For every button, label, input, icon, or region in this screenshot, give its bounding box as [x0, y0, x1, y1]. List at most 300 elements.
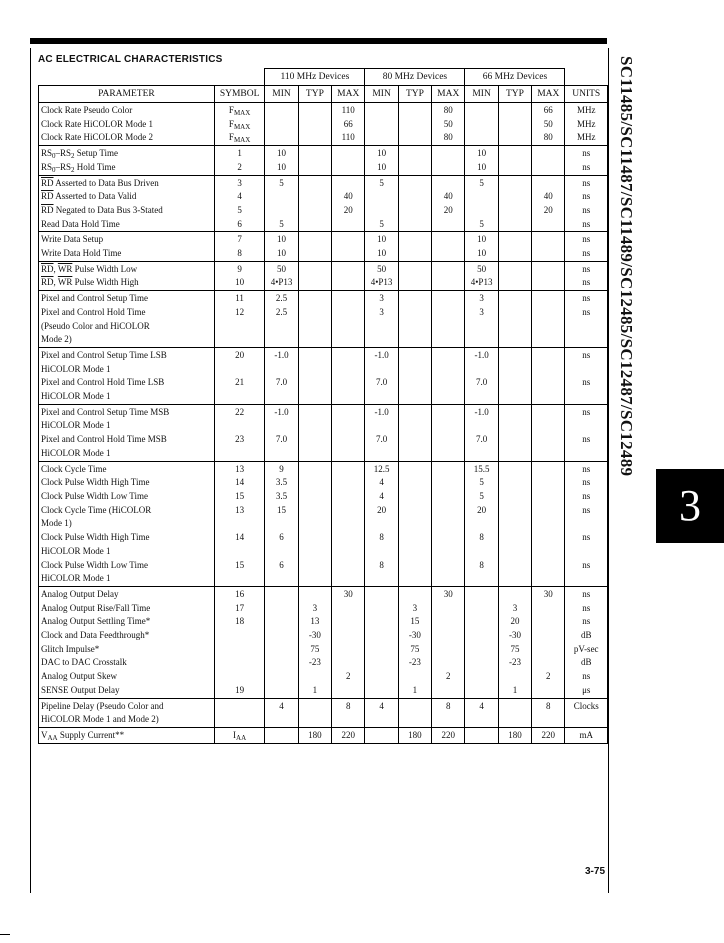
typ-110-cell: [298, 504, 331, 518]
typ-110-cell: [298, 376, 331, 390]
typ-66-cell: [498, 218, 531, 232]
max-80-cell: [432, 146, 465, 161]
typ-66-cell: [498, 306, 531, 320]
min-66-cell: [465, 545, 498, 559]
min-66-cell: 10: [465, 146, 498, 161]
typ-110-cell: [298, 146, 331, 161]
units-cell: ns: [565, 190, 608, 204]
typ-110-cell: [298, 404, 331, 419]
min-110-cell: 3.5: [265, 490, 298, 504]
typ-110-cell: [298, 190, 331, 204]
page-number: 3-75: [585, 866, 606, 877]
table-row: [39, 190, 608, 204]
max-80-cell: [432, 545, 465, 559]
parameter-cell: Clock Rate HiCOLOR Mode 1: [39, 118, 215, 132]
typ-110-cell: [298, 698, 331, 713]
table-row: [39, 490, 608, 504]
min-80-cell: 10: [365, 161, 398, 175]
table-row: [39, 363, 608, 377]
units-cell: ns: [565, 490, 608, 504]
typ-66-cell: [498, 713, 531, 727]
symbol-cell: 13: [214, 504, 265, 518]
min-110-cell: 3.5: [265, 476, 298, 490]
max-110-cell: [332, 306, 365, 320]
typ-80-cell: [398, 320, 431, 334]
typ-80-cell: [398, 698, 431, 713]
min-66-cell: [465, 190, 498, 204]
typ-110-cell: [298, 559, 331, 573]
max-110-cell: [332, 531, 365, 545]
parameter-cell: Clock Rate Pseudo Color: [39, 103, 215, 118]
table-row: [39, 218, 608, 232]
typ-66-cell: [498, 161, 531, 175]
typ-66-cell: 180: [498, 727, 531, 743]
min-110-cell: [265, 586, 298, 601]
max-66-cell: 80: [532, 131, 565, 145]
max-80-cell: [432, 363, 465, 377]
table-row: [39, 656, 608, 670]
symbol-cell: 6: [214, 218, 265, 232]
max-80-cell: [432, 559, 465, 573]
typ-66-cell: 3: [498, 602, 531, 616]
table-row: [39, 713, 608, 727]
units-cell: ns: [565, 461, 608, 476]
min-66-cell: 20: [465, 504, 498, 518]
min-80-cell: 7.0: [365, 433, 398, 447]
symbol-cell: 19: [214, 684, 265, 698]
min-66-cell: 5: [465, 490, 498, 504]
symbol-cell: [214, 517, 265, 531]
typ-80-cell: [398, 291, 431, 306]
min-80-cell: [365, 713, 398, 727]
max-110-cell: [332, 490, 365, 504]
units-cell: [565, 572, 608, 586]
min-110-cell: [265, 684, 298, 698]
parameter-cell: Pixel and Control Hold Time: [39, 306, 215, 320]
symbol-cell: 23: [214, 433, 265, 447]
typ-80-cell: [398, 531, 431, 545]
min-66-cell: 50: [465, 261, 498, 276]
typ-66-cell: [498, 261, 531, 276]
parameter-cell: Clock Pulse Width High Time: [39, 476, 215, 490]
max-110-cell: [332, 602, 365, 616]
parameter-cell: Pipeline Delay (Pseudo Color and: [39, 698, 215, 713]
table-row: [39, 615, 608, 629]
symbol-cell: $F_{MAX}$: [214, 131, 265, 145]
min-110-cell: 10: [265, 161, 298, 175]
table-row: [39, 404, 608, 419]
typ-110-cell: 3: [298, 602, 331, 616]
units-cell: ns: [565, 476, 608, 490]
typ-110-cell: [298, 545, 331, 559]
min-110-cell: [265, 615, 298, 629]
parameter-cell: Analog Output Settling Time*: [39, 615, 215, 629]
typ-110-cell: -30: [298, 629, 331, 643]
min-66-cell: [465, 586, 498, 601]
typ-110-cell: [298, 276, 331, 290]
min-80-cell: [365, 586, 398, 601]
max-66-cell: [532, 461, 565, 476]
typ-66-cell: [498, 504, 531, 518]
group-header-110: 110 MHz Devices: [265, 69, 365, 86]
table-row: [39, 629, 608, 643]
max-80-cell: 220: [432, 727, 465, 743]
max-110-cell: 2: [332, 670, 365, 684]
min-110-cell: [265, 727, 298, 743]
typ-80-cell: [398, 190, 431, 204]
typ-80-cell: [398, 218, 431, 232]
typ-66-cell: [498, 461, 531, 476]
min-header: MIN: [465, 86, 498, 103]
min-110-cell: 50: [265, 261, 298, 276]
min-66-cell: [465, 615, 498, 629]
max-110-cell: [332, 175, 365, 190]
min-80-cell: 4•P13: [365, 276, 398, 290]
max-80-cell: [432, 490, 465, 504]
parameter-cell: HiCOLOR Mode 1: [39, 545, 215, 559]
typ-66-cell: [498, 572, 531, 586]
typ-66-cell: 1: [498, 684, 531, 698]
max-110-cell: [332, 218, 365, 232]
table-row: [39, 376, 608, 390]
symbol-cell: 18: [214, 615, 265, 629]
symbol-cell: 20: [214, 347, 265, 362]
typ-66-cell: [498, 404, 531, 419]
max-66-cell: [532, 218, 565, 232]
typ-110-cell: [298, 572, 331, 586]
max-header: MAX: [532, 86, 565, 103]
min-66-cell: [465, 320, 498, 334]
max-80-cell: [432, 333, 465, 347]
parameter-cell: Clock Pulse Width Low Time: [39, 559, 215, 573]
max-66-cell: [532, 247, 565, 261]
units-cell: ns: [565, 218, 608, 232]
typ-110-cell: [298, 131, 331, 145]
table-row: [39, 447, 608, 461]
typ-110-cell: [298, 347, 331, 362]
footer-mark: [0, 934, 10, 935]
table-row: [39, 602, 608, 616]
parameter-cell: Glitch Impulse*: [39, 643, 215, 657]
min-110-cell: [265, 320, 298, 334]
typ-80-cell: [398, 504, 431, 518]
max-80-cell: 50: [432, 118, 465, 132]
min-66-cell: [465, 670, 498, 684]
typ-110-cell: [298, 261, 331, 276]
typ-80-cell: 180: [398, 727, 431, 743]
units-cell: [565, 517, 608, 531]
typ-80-cell: [398, 404, 431, 419]
min-110-cell: [265, 602, 298, 616]
min-110-cell: 2.5: [265, 306, 298, 320]
typ-110-cell: [298, 232, 331, 247]
min-66-cell: 7.0: [465, 433, 498, 447]
header-blank: [39, 69, 215, 86]
typ-80-cell: 1: [398, 684, 431, 698]
parameter-cell: Clock Rate HiCOLOR Mode 2: [39, 131, 215, 145]
typ-80-cell: 15: [398, 615, 431, 629]
typ-66-cell: [498, 363, 531, 377]
max-66-cell: [532, 404, 565, 419]
symbol-cell: 10: [214, 276, 265, 290]
symbol-cell: [214, 390, 265, 404]
units-cell: ns: [565, 376, 608, 390]
max-110-cell: [332, 615, 365, 629]
max-110-cell: [332, 656, 365, 670]
typ-80-cell: 75: [398, 643, 431, 657]
min-66-cell: [465, 103, 498, 118]
table-row: [39, 559, 608, 573]
units-cell: [565, 447, 608, 461]
parameter-cell: HiCOLOR Mode 1: [39, 419, 215, 433]
table-row: [39, 586, 608, 601]
symbol-cell: 9: [214, 261, 265, 276]
min-80-cell: [365, 447, 398, 461]
max-80-cell: [432, 232, 465, 247]
min-66-cell: [465, 713, 498, 727]
typ-66-cell: [498, 490, 531, 504]
units-cell: ns: [565, 291, 608, 306]
typ-110-cell: [298, 363, 331, 377]
typ-66-cell: [498, 419, 531, 433]
symbol-cell: [214, 713, 265, 727]
min-80-cell: [365, 643, 398, 657]
min-80-cell: [365, 419, 398, 433]
units-cell: ns: [565, 615, 608, 629]
symbol-cell: 7: [214, 232, 265, 247]
max-110-cell: [332, 517, 365, 531]
typ-66-cell: [498, 531, 531, 545]
min-80-cell: -1.0: [365, 347, 398, 362]
units-cell: ns: [565, 559, 608, 573]
chapter-tab: 3: [656, 469, 724, 543]
typ-header: TYP: [498, 86, 531, 103]
max-110-cell: [332, 572, 365, 586]
max-80-cell: [432, 218, 465, 232]
typ-66-cell: [498, 146, 531, 161]
typ-110-cell: [298, 118, 331, 132]
parameter-cell: HiCOLOR Mode 1 and Mode 2): [39, 713, 215, 727]
min-110-cell: [265, 713, 298, 727]
max-66-cell: 8: [532, 698, 565, 713]
parameter-cell: Clock Cycle Time: [39, 461, 215, 476]
max-110-cell: [332, 232, 365, 247]
max-80-cell: [432, 629, 465, 643]
max-66-cell: [532, 615, 565, 629]
min-110-cell: [265, 545, 298, 559]
typ-80-cell: [398, 376, 431, 390]
max-80-cell: [432, 517, 465, 531]
max-66-cell: [532, 476, 565, 490]
max-80-cell: [432, 656, 465, 670]
max-80-cell: [432, 404, 465, 419]
symbol-cell: 15: [214, 490, 265, 504]
table-row: [39, 161, 608, 175]
units-cell: μs: [565, 684, 608, 698]
typ-110-cell: [298, 306, 331, 320]
symbol-cell: [214, 333, 265, 347]
units-cell: ns: [565, 531, 608, 545]
min-66-cell: [465, 656, 498, 670]
min-110-cell: 10: [265, 146, 298, 161]
table-row: [39, 390, 608, 404]
max-66-cell: [532, 333, 565, 347]
typ-110-cell: [298, 161, 331, 175]
symbol-cell: [214, 629, 265, 643]
typ-66-cell: 75: [498, 643, 531, 657]
parameter-cell: HiCOLOR Mode 1: [39, 390, 215, 404]
typ-80-cell: [398, 476, 431, 490]
parameter-cell: Read Data Hold Time: [39, 218, 215, 232]
units-cell: ns: [565, 602, 608, 616]
typ-80-cell: [398, 204, 431, 218]
parameter-cell: Write Data Setup: [39, 232, 215, 247]
units-cell: ns: [565, 347, 608, 362]
max-110-cell: 30: [332, 586, 365, 601]
symbol-cell: 4: [214, 190, 265, 204]
typ-80-cell: [398, 146, 431, 161]
typ-110-cell: [298, 204, 331, 218]
symbol-cell: [214, 698, 265, 713]
min-66-cell: [465, 363, 498, 377]
min-110-cell: 4•P13: [265, 276, 298, 290]
max-80-cell: [432, 572, 465, 586]
min-66-cell: 10: [465, 247, 498, 261]
typ-80-cell: [398, 276, 431, 290]
min-80-cell: [365, 602, 398, 616]
min-80-cell: 3: [365, 291, 398, 306]
parameter-cell: $\overline{RD}$, $\overline{WR}$ Pulse Width Low: [39, 261, 215, 276]
min-66-cell: [465, 602, 498, 616]
min-66-cell: [465, 390, 498, 404]
parameter-cell: HiCOLOR Mode 1: [39, 572, 215, 586]
min-80-cell: [365, 615, 398, 629]
typ-80-cell: [398, 390, 431, 404]
table-row: [39, 643, 608, 657]
max-80-cell: [432, 390, 465, 404]
min-66-cell: 15.5: [465, 461, 498, 476]
max-80-cell: [432, 419, 465, 433]
table-row: [39, 276, 608, 290]
min-110-cell: 9: [265, 461, 298, 476]
table-row: [39, 204, 608, 218]
typ-110-cell: [298, 433, 331, 447]
max-80-cell: [432, 461, 465, 476]
typ-80-cell: [398, 103, 431, 118]
typ-110-cell: [298, 461, 331, 476]
max-80-cell: 2: [432, 670, 465, 684]
min-66-cell: 5: [465, 175, 498, 190]
typ-66-cell: [498, 698, 531, 713]
table-row: [39, 232, 608, 247]
table-row: [39, 131, 608, 145]
max-110-cell: [332, 713, 365, 727]
symbol-cell: [214, 656, 265, 670]
table-row: [39, 306, 608, 320]
min-66-cell: 8: [465, 559, 498, 573]
min-66-cell: [465, 447, 498, 461]
max-80-cell: [432, 643, 465, 657]
parameter-cell: $\overline{RD}$ Asserted to Data Valid: [39, 190, 215, 204]
table-row: [39, 247, 608, 261]
symbol-cell: [214, 572, 265, 586]
units-cell: [565, 419, 608, 433]
parameter-cell: DAC to DAC Crosstalk: [39, 656, 215, 670]
max-80-cell: [432, 602, 465, 616]
parameter-cell: Pixel and Control Hold Time MSB: [39, 433, 215, 447]
min-66-cell: 5: [465, 476, 498, 490]
typ-80-cell: [398, 347, 431, 362]
min-110-cell: 7.0: [265, 376, 298, 390]
min-110-cell: -1.0: [265, 404, 298, 419]
typ-66-cell: [498, 190, 531, 204]
units-cell: [565, 390, 608, 404]
min-110-cell: [265, 419, 298, 433]
max-80-cell: [432, 347, 465, 362]
parameter-cell: $\overline{RD}$ Asserted to Data Bus Driven: [39, 175, 215, 190]
max-110-cell: [332, 347, 365, 362]
symbol-cell: [214, 643, 265, 657]
table-row: [39, 333, 608, 347]
min-66-cell: [465, 629, 498, 643]
min-80-cell: 4: [365, 476, 398, 490]
units-cell: ns: [565, 670, 608, 684]
units-cell: ns: [565, 433, 608, 447]
max-110-cell: [332, 433, 365, 447]
max-header: MAX: [332, 86, 365, 103]
symbol-cell: 12: [214, 306, 265, 320]
typ-header: TYP: [398, 86, 431, 103]
parameter-cell: $RS_0-RS_2$ Hold Time: [39, 161, 215, 175]
typ-80-cell: [398, 447, 431, 461]
typ-110-cell: [298, 218, 331, 232]
max-66-cell: 66: [532, 103, 565, 118]
max-110-cell: [332, 161, 365, 175]
typ-66-cell: [498, 131, 531, 145]
max-66-cell: [532, 572, 565, 586]
min-80-cell: [365, 363, 398, 377]
symbol-cell: [214, 320, 265, 334]
min-110-cell: 10: [265, 232, 298, 247]
min-80-cell: [365, 670, 398, 684]
typ-66-cell: [498, 175, 531, 190]
typ-80-cell: [398, 713, 431, 727]
min-110-cell: [265, 131, 298, 145]
min-66-cell: 8: [465, 531, 498, 545]
min-66-cell: 3: [465, 291, 498, 306]
min-110-cell: [265, 643, 298, 657]
typ-80-cell: [398, 131, 431, 145]
units-cell: ns: [565, 504, 608, 518]
typ-80-cell: [398, 261, 431, 276]
parameter-cell: Write Data Hold Time: [39, 247, 215, 261]
max-80-cell: 80: [432, 131, 465, 145]
max-66-cell: [532, 320, 565, 334]
parameter-cell: Analog Output Skew: [39, 670, 215, 684]
parameter-cell: Mode 1): [39, 517, 215, 531]
min-110-cell: 7.0: [265, 433, 298, 447]
min-66-cell: [465, 684, 498, 698]
max-110-cell: 66: [332, 118, 365, 132]
min-header: MIN: [265, 86, 298, 103]
min-110-cell: [265, 204, 298, 218]
min-110-cell: [265, 363, 298, 377]
table-row: [39, 320, 608, 334]
typ-110-cell: [298, 419, 331, 433]
table-row: [39, 146, 608, 161]
symbol-cell: 14: [214, 476, 265, 490]
side-title: [612, 56, 640, 656]
